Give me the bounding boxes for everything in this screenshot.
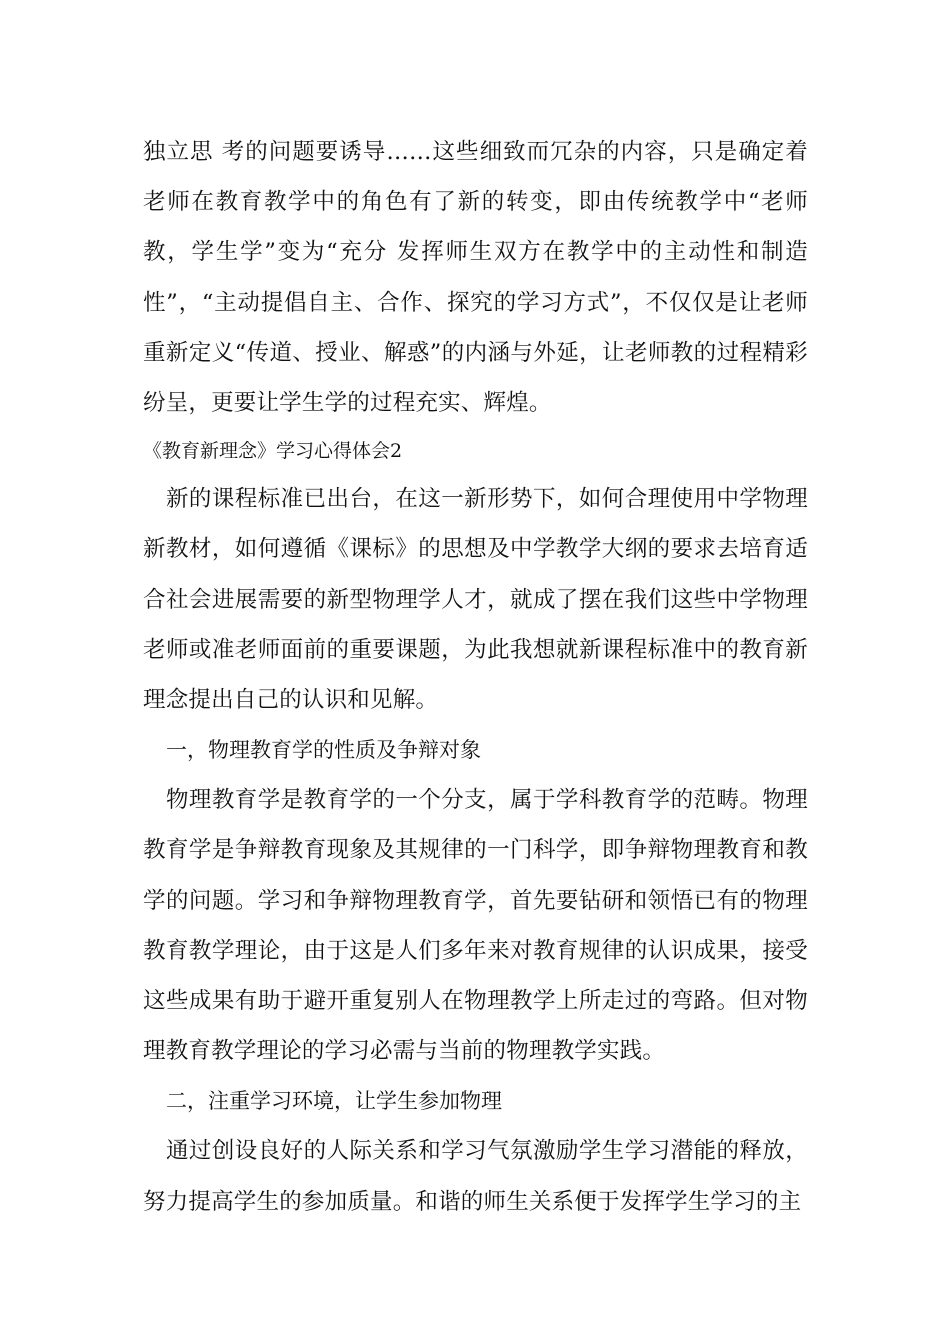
document-body	[143, 127, 808, 1227]
paragraph-continuation: 独立思 考的问题要诱导……这些细致而冗杂的内容，只是确定着老师在教育教学中的角色有了新的转变，即由传统教学中“老师教，学生学”变为“充分 发挥师生双方在教学中的主动性和制造性”，“主动提倡自主、合作、探究的学习方式”，不仅仅是让老师重新定义“传道、授业、解惑”的内涵与外延，让老师教的过程精彩纷呈，更要让学生学的过程充实、辉煌。	[143, 139, 808, 417]
section-heading-2: 二，注重学习环境，让学生参加物理	[166, 1089, 502, 1114]
paragraph-section-1: 物理教育学是教育学的一个分支，属于学科教育学的范畴。物理教育学是争辩教育现象及其规律的一门科学，即争辩物理教育和教学的问题。学习和争辩物理教育学，首先要钻研和领悟已有的物理教育教学理论，由于这是人们多年来对教育规律的认识成果，接受这些成果有助于避开重复别人在物理教学上所走过的弯路。但对物理教育教学理论的学习必需与当前的物理教学实践。	[143, 787, 808, 1065]
section-heading-1: 一，物理教育学的性质及争辩对象	[166, 738, 481, 763]
paragraph-intro: 新的课程标准已出台，在这一新形势下，如何合理使用中学物理新教材，如何遵循《课标》的思想及中学教学大纲的要求去培育适合社会进展需要的新型物理学人才，就成了摆在我们这些中学物理老师或准老师面前的重要课题，为此我想就新课程标准中的教育新理念提出自己的认识和见解。	[143, 486, 808, 714]
paragraph-section-2: 通过创设良好的人际关系和学习气氛激励学生学习潜能的释放，努力提高学生的参加质量。和谐的师生关系便于发挥学生学习的主	[143, 1138, 808, 1215]
essay-title-2: 《教育新理念》学习心得体会2	[143, 440, 403, 463]
